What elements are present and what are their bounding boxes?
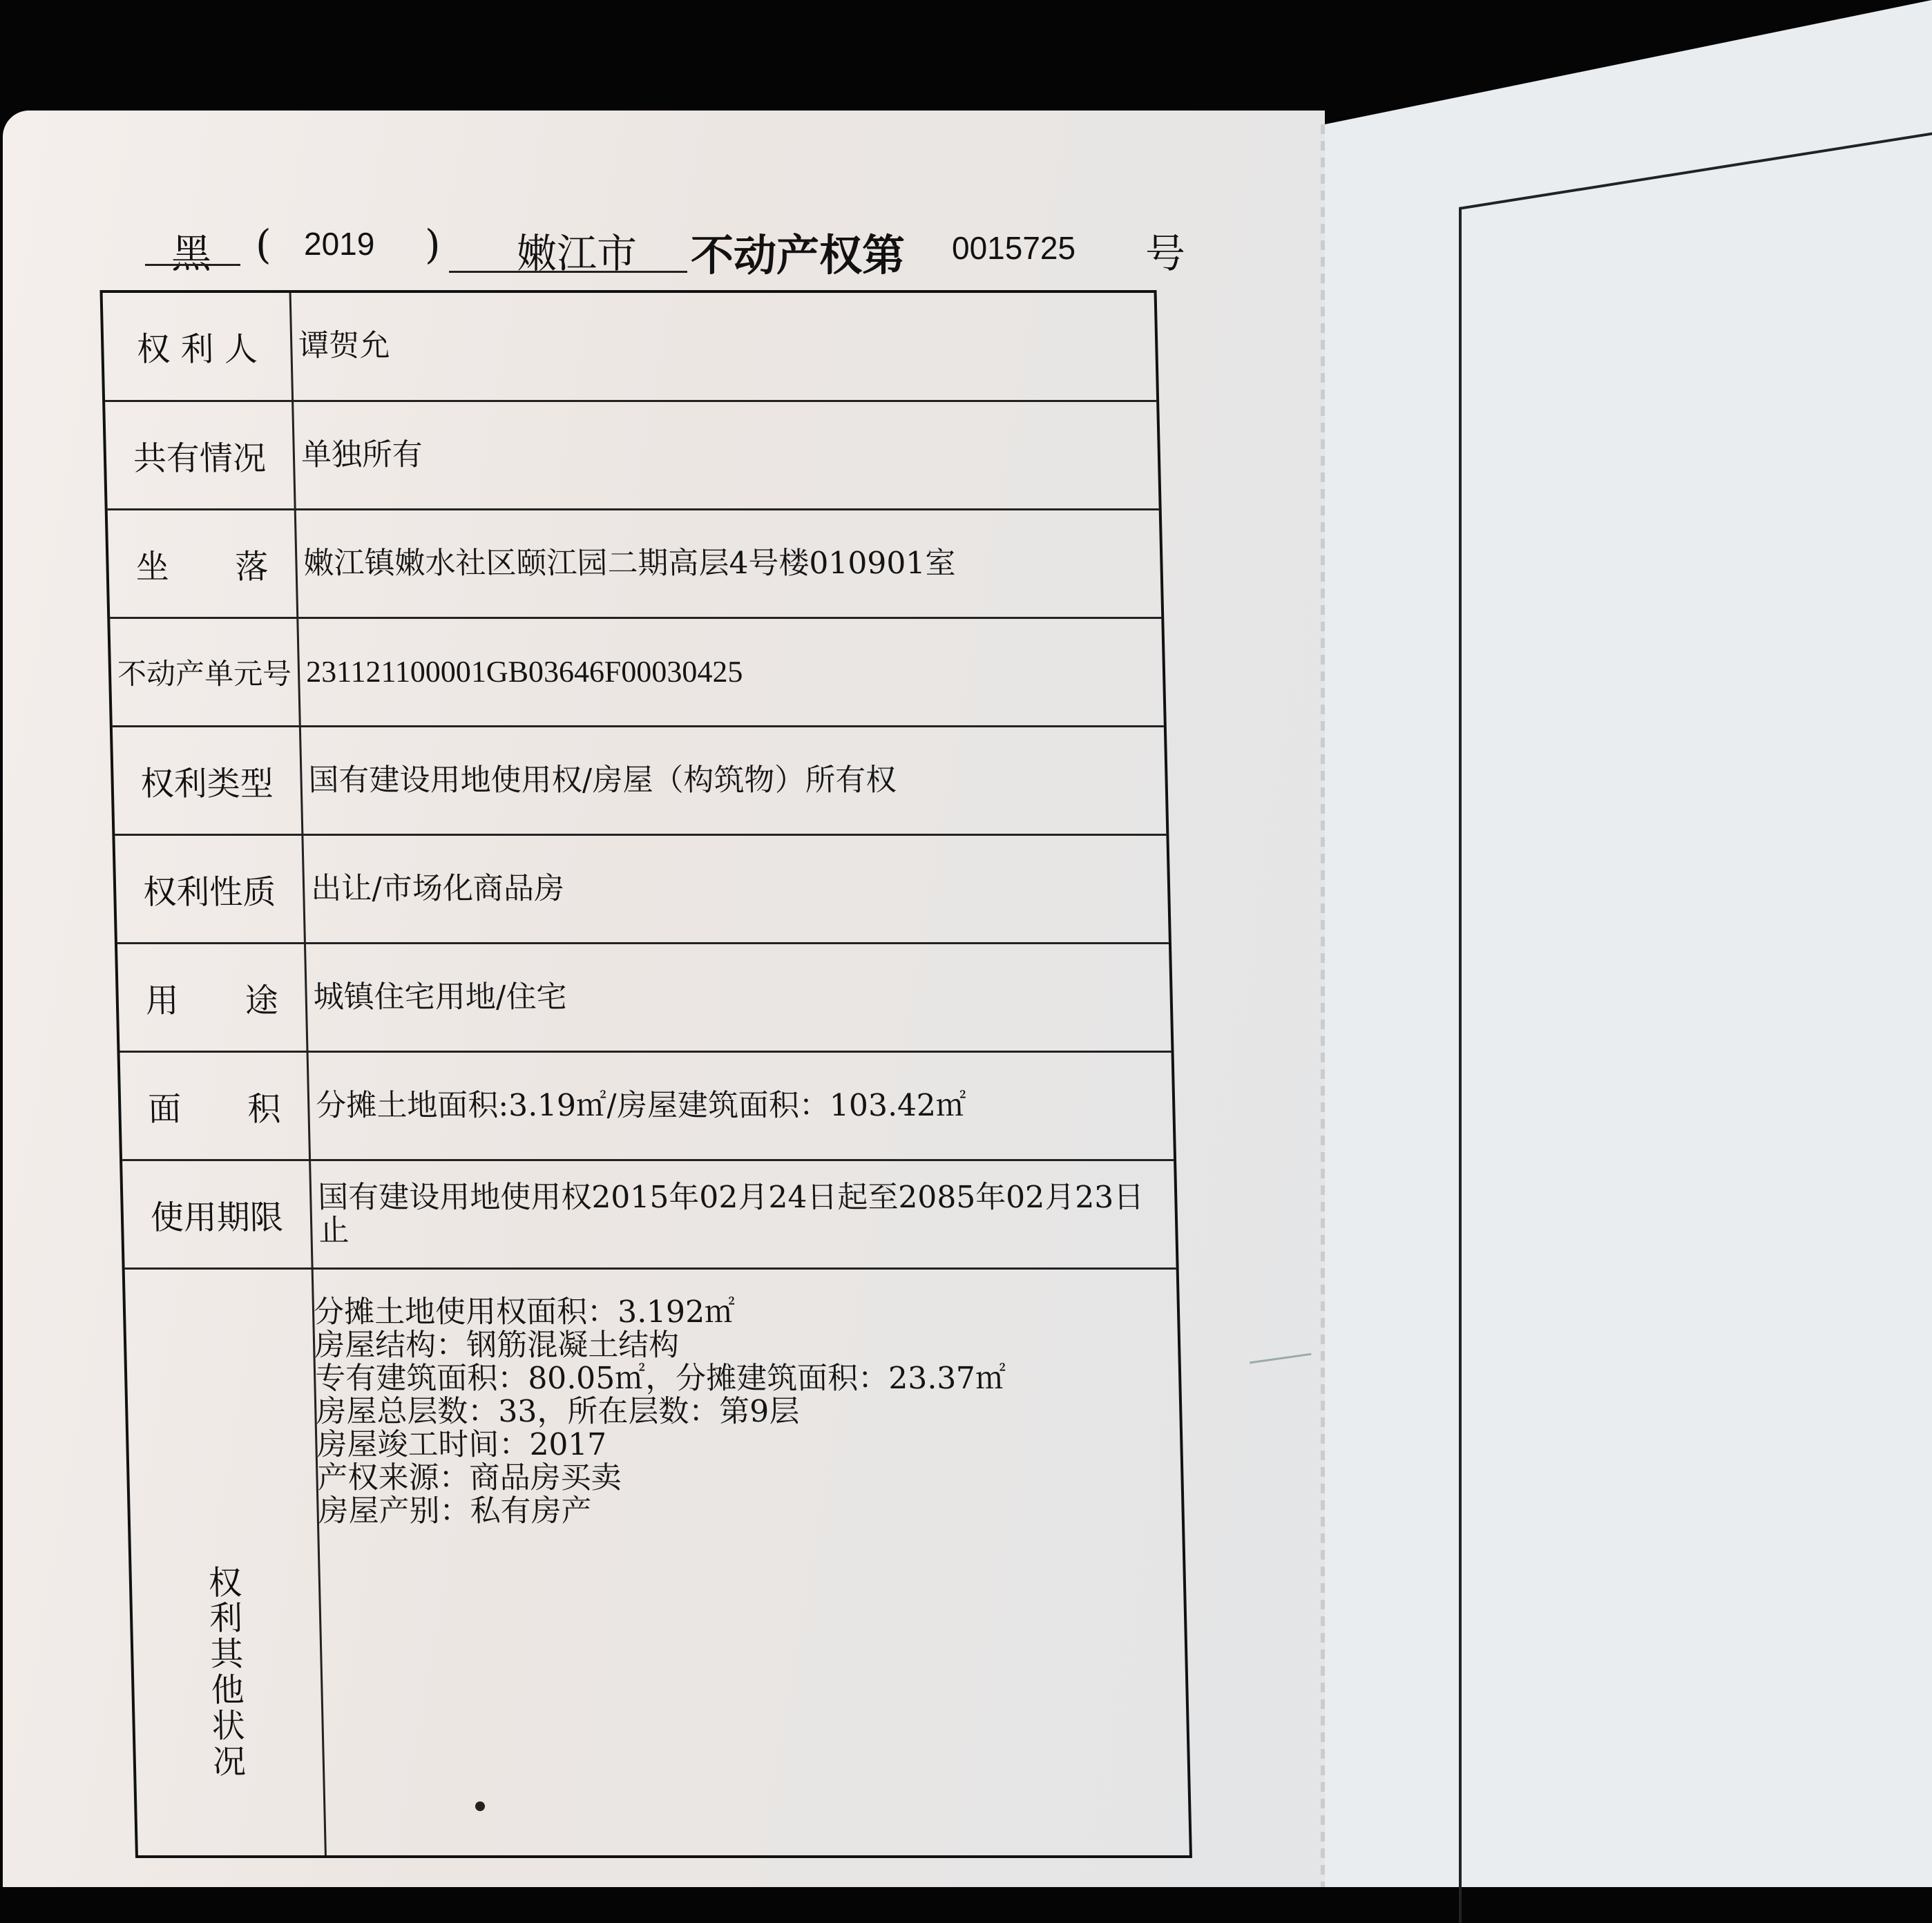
table-row [120, 1053, 1174, 1161]
row-label: 权利类型 [113, 727, 303, 834]
table-row [117, 944, 1171, 1053]
right-page-frame [1459, 128, 1932, 1923]
table-row-other [125, 1270, 1189, 1855]
table-row [113, 727, 1167, 836]
location-value: 嫩江镇嫩水社区颐江园二期高层4号楼010901室 [303, 545, 957, 581]
owner-value: 谭贺允 [298, 328, 390, 364]
row-label: 坐 落 [108, 510, 298, 617]
number-suffix: 号 [1145, 230, 1186, 277]
other-line: 房屋总层数：33，所在层数：第9层 [315, 1394, 800, 1429]
other-line: 房屋产别：私有房产 [318, 1493, 593, 1529]
other-line: 专有建筑面积：80.05㎡，分摊建筑面积：23.37㎡ [314, 1361, 1006, 1396]
province-code: 黑 [171, 230, 212, 277]
city-underline [449, 271, 687, 273]
table-row [108, 510, 1162, 619]
row-label: 共有情况 [105, 402, 296, 508]
ink-dot [475, 1801, 485, 1811]
usage-value: 城镇住宅用地/住宅 [313, 979, 568, 1015]
row-label: 权利性质 [115, 836, 305, 942]
table-row [105, 402, 1159, 510]
book-spine [1321, 124, 1325, 1887]
table-row [103, 293, 1157, 402]
certificate-year: 2019 [304, 226, 375, 262]
table-row [122, 1161, 1176, 1270]
other-line: 产权来源：商品房买卖 [316, 1460, 622, 1495]
row-label: 面 积 [120, 1053, 311, 1159]
unit-number-value: 231121100001GB03646F00030425 [305, 654, 743, 689]
province-underline [145, 264, 240, 266]
right-type-value: 国有建设用地使用权/房屋（构筑物）所有权 [308, 762, 897, 798]
table-row [115, 836, 1169, 944]
area-value: 分摊土地面积:3.19㎡/房屋建筑面积：103.42㎡ [315, 1087, 967, 1123]
paren-open: ( [256, 221, 271, 268]
row-label: 权 利 人 [103, 293, 294, 400]
other-status-lines [314, 1296, 1169, 1528]
other-line: 房屋结构：钢筋混凝土结构 [314, 1328, 680, 1363]
certificate-header [138, 214, 1202, 290]
paren-close: ) [425, 221, 441, 268]
term-value: 国有建设用地使用权2015年02月24日起至2085年02月23日止 [317, 1179, 1145, 1248]
certificate-title: 不动产权第 [691, 230, 906, 280]
city-name: 嫩江市 [517, 230, 638, 277]
certificate-number: 0015725 [952, 230, 1076, 266]
right-nature-value: 出让/市场化商品房 [310, 870, 565, 906]
table-row [110, 619, 1164, 727]
other-line: 分摊土地使用权面积：3.192㎡ [313, 1294, 736, 1330]
co-ownership-value: 单独所有 [300, 437, 423, 472]
property-info-table [99, 290, 1192, 1858]
row-label: 不动产单元号 [110, 619, 300, 725]
row-label: 用 途 [117, 944, 308, 1051]
row-label: 使用期限 [122, 1161, 313, 1267]
other-line: 房屋竣工时间：2017 [316, 1427, 607, 1462]
other-status-label: 权利其他状况 [125, 1270, 327, 1855]
